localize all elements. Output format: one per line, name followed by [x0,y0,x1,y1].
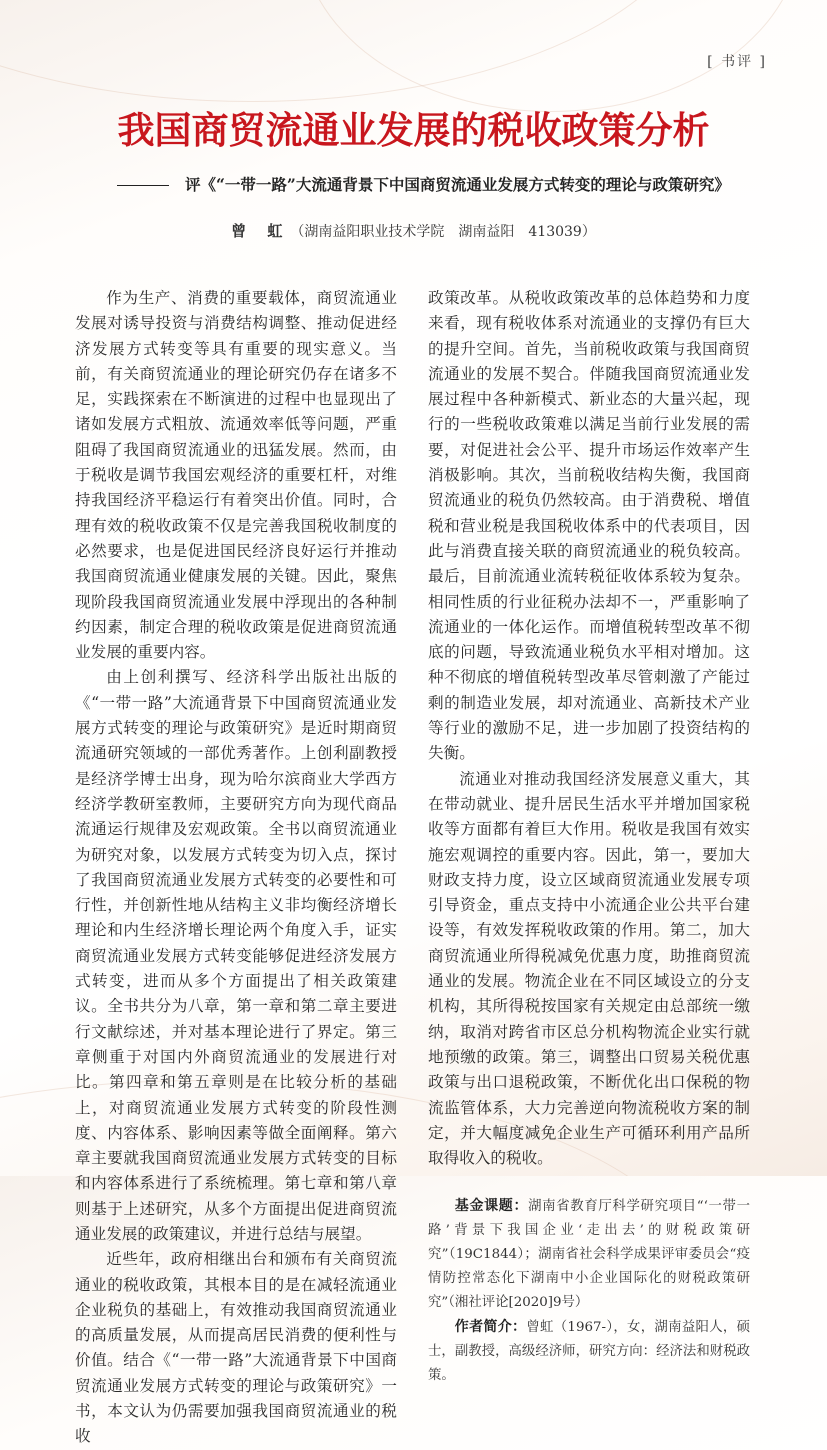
author-affiliation: （湖南益阳职业技术学院 湖南益阳 413039） [290,224,596,240]
subtitle-text: 评《“一带一路”大流通背景下中国商贸流通业发展方式转变的理论与政策研究》 [185,175,730,194]
background-wave [0,0,702,102]
author-line [40,220,787,243]
fund-note [428,1195,750,1314]
fund-text: 湖南省教育厅科学研究项目“‘一带一路’背景下我国企业‘走出去’的财税政策研究”（19C1844）；湖南省社会科学成果评审委员会“疫情防控常态化下湖南中小企业国际化的财税政策研究”（湘社评论[2020]9号） [428,1199,750,1310]
paragraph: 作为生产、消费的重要载体，商贸流通业发展对诱导投资与消费结构调整、推动促进经济发展方式转变等具有重要的现实意义。当前，有关商贸流通业的理论研究仍存在诸多不足，实践探索在不断演进的过程中也显现出了诸如发展方式粗放、流通效率低等问题，严重阻碍了我国商贸流通业的迅猛发展。然而，由于税收是调节我国宏观经济的重要杠杆，对维持我国经济平稳运行有着突出价值。同时，合理有效的税收政策不仅是完善我国税收制度的必然要求，也是促进国民经济良好运行并推动我国商贸流通业健康发展的关键。因此，聚焦现阶段我国商贸流通业发展中浮现出的各种制约因素，制定合理的税收政策是促进商贸流通业发展的重要内容。 [75,289,397,662]
paragraph: 流通业对推动我国经济发展意义重大，其在带动就业、提升居民生活水平并增加国家税收等方面都有着巨大作用。税收是我国有效实施宏观调控的重要内容。因此，第一，要加大财政支持力度，设立区域商贸流通业发展专项引导资金，重点支持中小流通企业公共平台建设等，有效发挥税收政策的作用。第二，加大商贸流通业所得税减免优惠力度，助推商贸流通业的发展。物流企业在不同区域设立的分支机构，其所得税按国家有关规定由总部统一缴纳，取消对跨省市区总分机构物流企业实行就地预缴的政策。第三，调整出口贸易关税优惠政策与出口退税政策，不断优化出口保税的物流监管体系，大力完善逆向物流税收方案的制定，并大幅度减免企业生产可循环利用产品所取得收入的税收。 [428,769,750,1168]
article-header [40,108,787,243]
bio-label: 作者简介： [454,1319,527,1336]
author-bio [428,1316,750,1387]
article-subtitle [117,174,787,196]
section-tag: [ 书评 ] [707,54,767,70]
paragraph: 政策改革。从税收政策改革的总体趋势和力度来看，现有税收体系对流通业的支撑仍有巨大的提升空间。首先，当前税收政策与我国商贸流通业的发展不契合。伴随我国商贸流通业发展过程中各种新模式、新业态的大量兴起，现行的一些税收政策难以满足当前行业发展的需要，对促进社会公平、提升市场运作效率产生消极影响。其次，当前税收结构失衡，我国商贸流通业的税负仍然较高。由于消费税、增值税和营业税是我国税收体系中的代表项目，因此与消费直接关联的商贸流通业的税负较高。最后，目前流通业流转税征收体系较为复杂。相同性质的行业征税办法却不一，严重影响了流通业的一体化运作。而增值税转型改革不彻底的问题，导致流通业税负水平相对增加。这种不彻底的增值税转型改革尽管刺激了产能过剩的制造业发展，却对流通业、高新技术产业等行业的激励不足，进一步加剧了投资结构的失衡。 [428,289,750,763]
footnotes [428,1195,750,1387]
paragraph: 由上创利撰写、经济科学出版社出版的《“一带一路”大流通背景下中国商贸流通业发展方式转变的理论与政策研究》是近时期商贸流通研究领域的一部优秀著作。上创利副教授是经济学博士出身，现为哈尔滨商业大学西方经济学教研室教师，主要研究方向为现代商品流通运行规律及宏观政策。全书以商贸流通业为研究对象，以发展方式转变为切入点，探讨了我国商贸流通业发展方式转变的必要性和可行性，并创新性地从结构主义非均衡经济增长理论和内生经济增长理论两个角度入手，证实商贸流通业发展方式转变能够促进经济发展方式转变，进而从多个方面提出了相关政策建议。全书共分为八章，第一章和第二章主要进行文献综述，并对基本理论进行了界定。第三章侧重于对国内外商贸流通业的发展进行对比。第四章和第五章则是在比较分析的基础上，对商贸流通业发展方式转变的阶段性测度、内容体系、影响因素等做全面阐释。第六章主要就我国商贸流通业发展方式转变的目标和内容体系进行了系统梳理。第七章和第八章则基于上述研究，从多个方面提出促进商贸流通业发展的政策建议，并进行总结与展望。 [75,668,397,1243]
fund-label: 基金课题： [454,1198,529,1215]
left-column [75,286,397,1450]
author-name: 曾 虹 [231,222,291,240]
article-title: 我国商贸流通业发展的税收政策分析 [117,109,710,152]
subtitle-dash [117,185,169,186]
paragraph: 近些年，政府相继出台和颁布有关商贸流通业的税收政策，其根本目的是在减轻流通业企业税负的基础上，有效推动我国商贸流通业的高质量发展，从而提高居民消费的便利性与价值。结合《“一带一路”大流通背景下中国商贸流通业发展方式转变的理论与政策研究》一书，本文认为仍需要加强我国商贸流通业的税收 [75,1250,397,1446]
bio-text: 曾虹（1967-），女，湖南益阳人，硕士，副教授，高级经济师，研究方向：经济法和财税政策。 [428,1320,751,1383]
right-column [428,286,750,1390]
article-body [75,286,750,1450]
